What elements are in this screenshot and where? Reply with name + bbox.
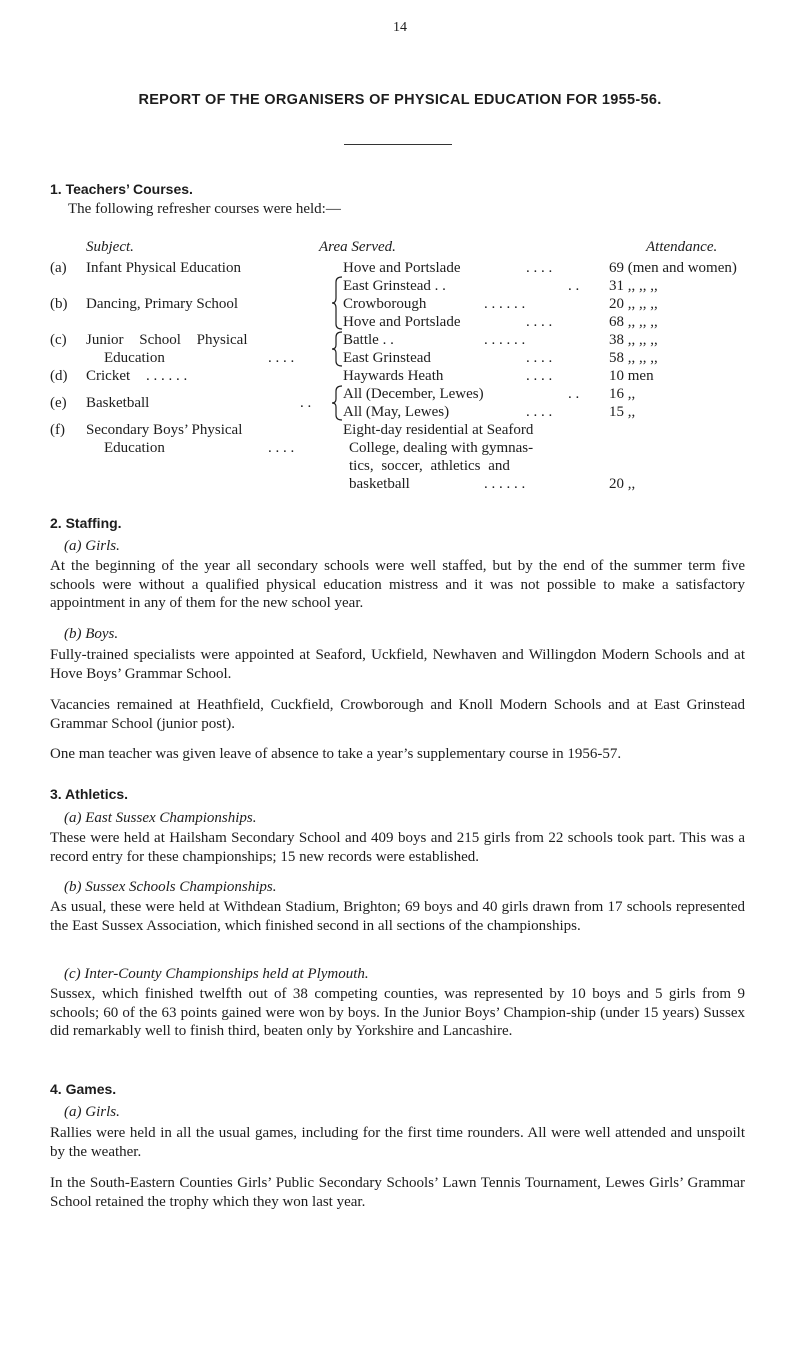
paragraph-games-rallies: Rallies were held in all the usual games, including for the first time rounders. All were well attended and unspoilt by the weather. [50, 1125, 745, 1160]
paragraph-sussex-schools-championships: As usual, these were held at Withdean Stadium, Brighton; 69 boys and 40 girls drawn from 17 schools represented the East Sussex Association, which finished second in all sections of the championships. [50, 899, 745, 934]
leader-dots: . . . . [526, 314, 553, 330]
course-area: Hove and Portslade [343, 314, 461, 330]
course-area: Eight-day residential at Seaford [343, 422, 534, 438]
paragraph-inter-county-championships: Sussex, which finished twelfth out of 38 competing counties, was represented by 10 boys and 5 girls from 9 schools; 60 of the 63 points gained were won by boys. In the Junior Boys’ Champion-ship (under 15 years) Sussex did remarkably well to finish third, beaten only by Yorkshire and Lancashire. [50, 986, 745, 1039]
subheading-east-sussex-championships: (a) East Sussex Championships. [64, 810, 257, 826]
course-attendance: 10 men [609, 368, 654, 384]
course-attendance: 20 ,, ,, ,, [609, 296, 658, 312]
course-subject-continued: Education [104, 440, 165, 456]
report-title: REPORT OF THE ORGANISERS OF PHYSICAL EDUCATION FOR 1955-56. [138, 92, 662, 108]
leader-dots: . . . . [268, 440, 295, 456]
course-subject: Junior School Physical [86, 332, 248, 348]
course-attendance: 68 ,, ,, ,, [609, 314, 658, 330]
course-subject-continued: Education [104, 350, 165, 366]
leader-dots: . . [300, 395, 312, 411]
leader-dots: . . . . . . [484, 296, 526, 312]
course-area: East Grinstead [343, 350, 431, 366]
section-heading-athletics: 3. Athletics. [50, 786, 129, 802]
leader-dots: . . . . [526, 404, 553, 420]
subheading-sussex-schools-championships: (b) Sussex Schools Championships. [64, 879, 277, 895]
course-area: basketball [349, 476, 410, 492]
leader-dots: . . . . [526, 368, 553, 384]
course-attendance: 16 ,, [609, 386, 636, 402]
course-subject: Infant Physical Education [86, 260, 241, 276]
course-letter: (f) [50, 422, 65, 438]
column-header-attendance: Attendance. [646, 239, 718, 255]
leader-dots: . . . . . . [146, 368, 188, 384]
leader-dots: . . . . [526, 350, 553, 366]
course-subject: Secondary Boys’ Physical [86, 422, 243, 438]
subheading-girls: (a) Girls. [64, 538, 120, 554]
course-subject: Cricket [86, 368, 131, 384]
leader-dots: . . . . [526, 260, 553, 276]
course-area: All (December, Lewes) [343, 386, 484, 402]
subheading-games-girls: (a) Girls. [64, 1104, 120, 1120]
course-subject: Basketball [86, 395, 150, 411]
brace-icon [331, 276, 343, 330]
course-subject: Dancing, Primary School [86, 296, 239, 312]
subheading-boys: (b) Boys. [64, 626, 119, 642]
column-header-area: Area Served. [319, 239, 396, 255]
paragraph-staffing-boys-1: Fully-trained specialists were appointed at Seaford, Uckfield, Newhaven and Willingdon Modern Schools and at Hove Boys’ Grammar School. [50, 647, 745, 682]
paragraph-staffing-boys-3: One man teacher was given leave of absence to take a year’s supplementary course in 1956-57. [50, 746, 622, 762]
title-divider [344, 144, 452, 145]
leader-dots: . . . . . . [484, 476, 526, 492]
section-heading-teachers-courses: 1. Teachers’ Courses. [50, 181, 193, 197]
section1-intro: The following refresher courses were held:— [68, 201, 341, 217]
course-area: Crowborough [343, 296, 427, 312]
page-number: 14 [393, 20, 407, 35]
paragraph-games-tennis: In the South-Eastern Counties Girls’ Public Secondary Schools’ Lawn Tennis Tournament, Lewes Girls’ Grammar School retained the trophy which they won last year. [50, 1175, 745, 1210]
leader-dots: . . [568, 386, 580, 402]
subheading-inter-county-championships: (c) Inter-County Championships held at Plymouth. [64, 966, 369, 982]
leader-dots: . . . . . . [484, 332, 526, 348]
course-area: College, dealing with gymnas- [349, 440, 534, 456]
course-letter: (d) [50, 368, 68, 384]
course-letter: (b) [50, 296, 68, 312]
course-area: Hove and Portslade [343, 260, 461, 276]
course-area: All (May, Lewes) [343, 404, 450, 420]
paragraph-east-sussex-championships: These were held at Hailsham Secondary School and 409 boys and 215 girls from 22 schools took part. This was a record entry for these championships; 15 new records were established. [50, 830, 745, 865]
brace-icon [331, 385, 343, 421]
course-attendance: 15 ,, [609, 404, 636, 420]
course-area: Haywards Heath [343, 368, 444, 384]
brace-icon [331, 331, 343, 367]
course-attendance: 58 ,, ,, ,, [609, 350, 658, 366]
column-header-subject: Subject. [86, 239, 134, 255]
section-heading-games: 4. Games. [50, 1081, 117, 1097]
course-attendance: 69 (men and women) [609, 260, 737, 276]
course-attendance: 31 ,, ,, ,, [609, 278, 658, 294]
course-attendance: 38 ,, ,, ,, [609, 332, 658, 348]
course-area: tics, soccer, athletics and [349, 458, 510, 474]
course-area: Battle . . [343, 332, 394, 348]
leader-dots: . . [568, 278, 580, 294]
course-attendance: 20 ,, [609, 476, 636, 492]
course-letter: (e) [50, 395, 67, 411]
course-area: East Grinstead . . [343, 278, 446, 294]
course-letter: (c) [50, 332, 67, 348]
paragraph-staffing-boys-2: Vacancies remained at Heathfield, Cuckfield, Crowborough and Knoll Modern Schools and at East Grinstead Grammar School (junior post). [50, 697, 745, 732]
course-letter: (a) [50, 260, 67, 276]
leader-dots: . . . . [268, 350, 295, 366]
paragraph-staffing-girls: At the beginning of the year all secondary schools were well staffed, but by the end of the summer term five schools were without a qualified physical education mistress and it was not possible to make a satisfactory appointment in any of them for the new school year. [50, 558, 745, 611]
section-heading-staffing: 2. Staffing. [50, 515, 122, 531]
